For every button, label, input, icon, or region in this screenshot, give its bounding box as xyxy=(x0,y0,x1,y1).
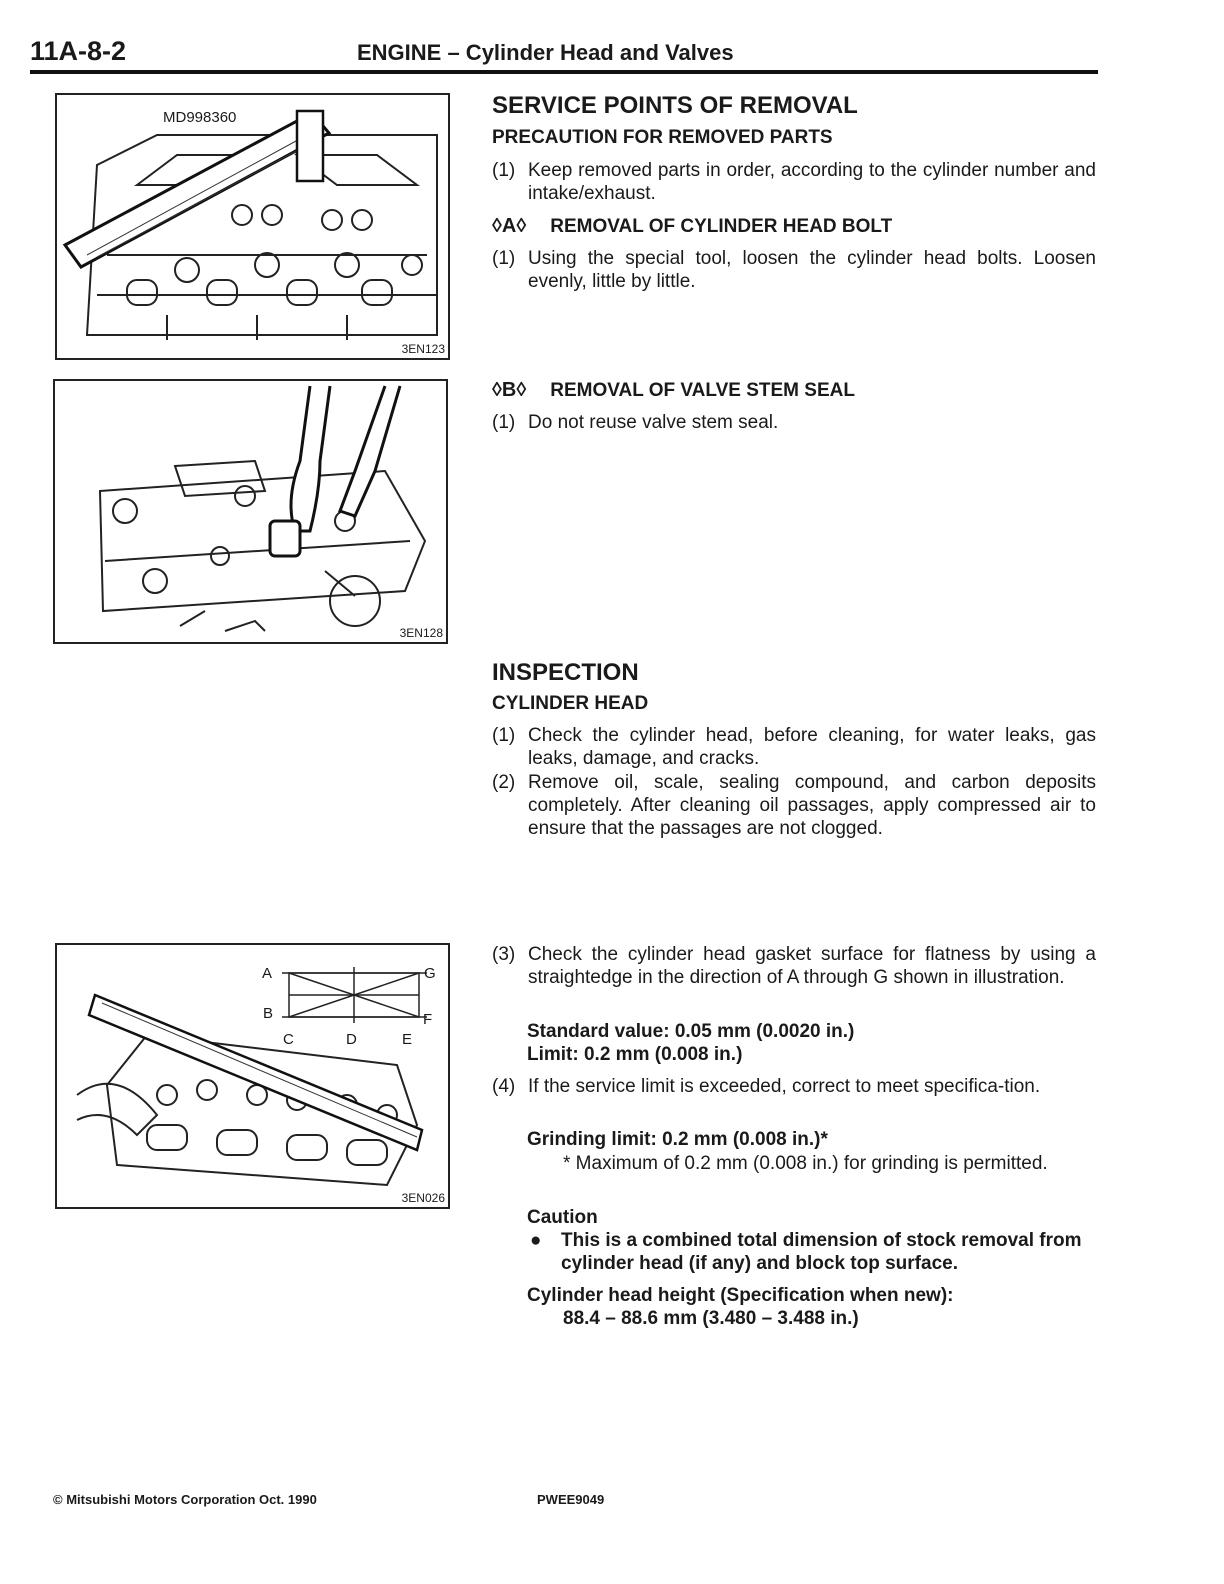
inspection-heading: INSPECTION xyxy=(492,659,639,686)
removal-a-heading xyxy=(492,215,892,238)
service-marker-a: ◊A◊ xyxy=(492,215,527,237)
item-text: Check the cylinder head gasket surface for flatness by using a straightedge in the direction of A through G shown in illustration. xyxy=(528,944,1096,988)
item-text: Using the special tool, loosen the cylinder head bolts. Loosen evenly, little by little. xyxy=(528,248,1096,292)
caution-text: This is a combined total dimension of stock removal from cylinder head (if any) and block top surface. xyxy=(561,1230,1082,1274)
service-marker-b: ◊B◊ xyxy=(492,379,527,401)
item-text: If the service limit is exceeded, correct to meet specifica-tion. xyxy=(528,1076,1041,1097)
engine-illustration xyxy=(57,95,448,358)
list-item xyxy=(492,411,1096,434)
tool-label: MD998360 xyxy=(163,109,237,126)
point-label-e: E xyxy=(402,1031,413,1048)
removal-a-title: REMOVAL OF CYLINDER HEAD BOLT xyxy=(550,216,893,237)
point-label-c: C xyxy=(283,1031,294,1048)
list-item xyxy=(492,1075,1096,1098)
list-item xyxy=(492,724,1096,770)
item-number: (1) xyxy=(492,160,516,181)
item-text: Keep removed parts in order, according to the cylinder number and intake/exhaust. xyxy=(528,160,1096,204)
height-label: Cylinder head height (Specification when new): xyxy=(527,1285,954,1306)
caution-heading: Caution xyxy=(527,1207,598,1228)
item-number: (3) xyxy=(492,944,516,965)
caution-item xyxy=(530,1229,1094,1275)
page-number: 11A-8-2 xyxy=(30,36,127,66)
page-title: ENGINE – Cylinder Head and Valves xyxy=(357,40,734,65)
point-label-g: G xyxy=(424,965,436,982)
header-rule xyxy=(30,70,1098,74)
point-label-d: D xyxy=(346,1031,357,1048)
engine-illustration xyxy=(55,381,446,642)
cylinder-head-heading: CYLINDER HEAD xyxy=(492,693,649,714)
item-number: (1) xyxy=(492,248,516,269)
height-value: 88.4 – 88.6 mm (3.480 – 3.488 in.) xyxy=(563,1308,859,1329)
list-item xyxy=(492,771,1096,840)
standard-value: Standard value: 0.05 mm (0.0020 in.) xyxy=(527,1021,855,1042)
figure-code: 3EN128 xyxy=(399,626,443,640)
figure-valve-stem-seal xyxy=(53,379,448,644)
point-label-f: F xyxy=(423,1011,433,1028)
footer-copyright: © Mitsubishi Motors Corporation Oct. 1990 xyxy=(53,1492,317,1507)
point-label-b: B xyxy=(263,1005,274,1022)
item-number: (2) xyxy=(492,772,516,793)
item-number: (1) xyxy=(492,412,516,433)
item-number: (1) xyxy=(492,725,516,746)
figure-code: 3EN123 xyxy=(401,342,445,356)
item-text: Check the cylinder head, before cleaning, for water leaks, gas leaks, damage, and cracks. xyxy=(528,725,1096,769)
item-text: Remove oil, scale, sealing compound, and carbon deposits completely. After cleaning oil passages, apply compressed air to ensure that the passages are not clogged. xyxy=(528,772,1096,839)
removal-b-heading xyxy=(492,379,855,402)
bullet: ● xyxy=(530,1230,542,1251)
grinding-limit: Grinding limit: 0.2 mm (0.008 in.)* xyxy=(527,1129,828,1150)
figure-head-bolt-tool xyxy=(55,93,450,360)
grinding-note: * Maximum of 0.2 mm (0.008 in.) for grinding is permitted. xyxy=(563,1153,1048,1174)
removal-heading: SERVICE POINTS OF REMOVAL xyxy=(492,92,858,119)
limit-value: Limit: 0.2 mm (0.008 in.) xyxy=(527,1044,743,1065)
removal-b-title: REMOVAL OF VALVE STEM SEAL xyxy=(550,380,855,401)
footer-code: PWEE9049 xyxy=(537,1492,605,1507)
list-item xyxy=(492,943,1096,989)
point-label-a: A xyxy=(262,965,273,982)
figure-code: 3EN026 xyxy=(401,1191,445,1205)
list-item xyxy=(492,159,1096,205)
precaution-heading: PRECAUTION FOR REMOVED PARTS xyxy=(492,127,833,148)
item-text: Do not reuse valve stem seal. xyxy=(528,412,779,433)
figure-flatness-check xyxy=(55,943,450,1209)
engine-illustration xyxy=(57,945,448,1207)
list-item xyxy=(492,247,1096,293)
item-number: (4) xyxy=(492,1076,516,1097)
